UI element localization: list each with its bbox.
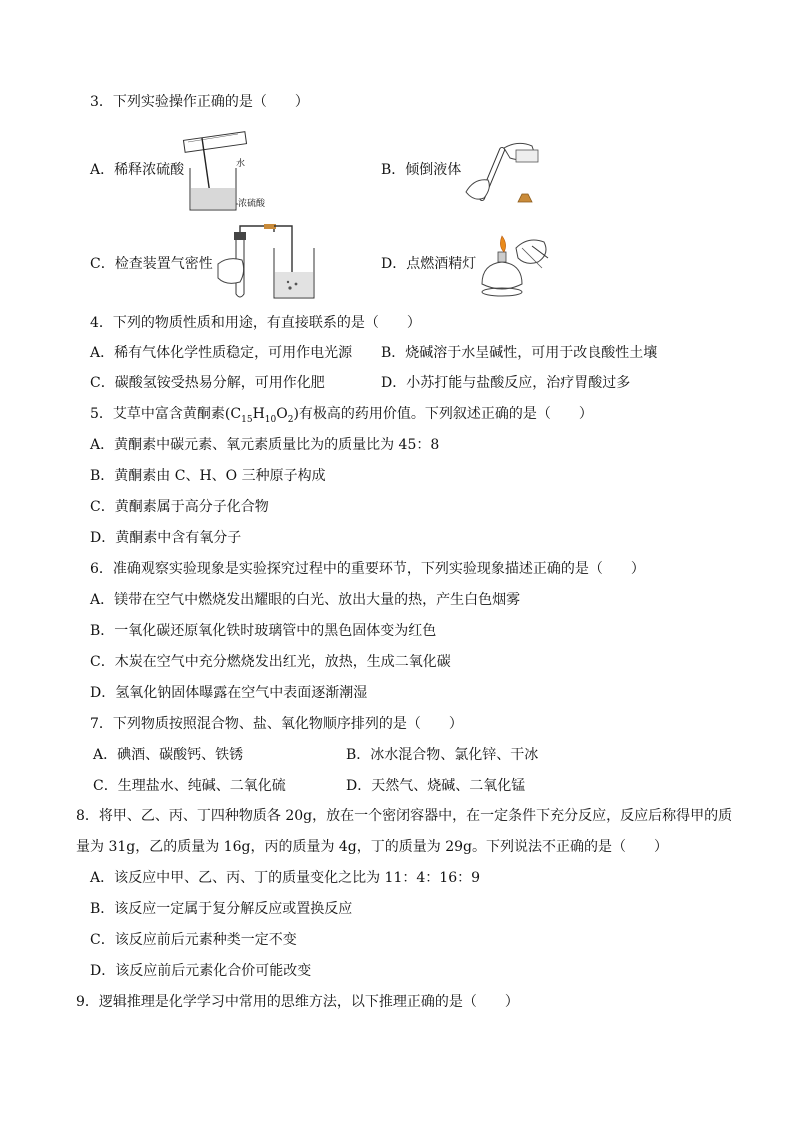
- q8-option-d: D．该反应前后元素化合价可能改变: [90, 963, 312, 979]
- q3-option-d: D．点燃酒精灯: [381, 256, 477, 272]
- water-label: 水: [236, 159, 246, 169]
- test-tube-pour-icon: [462, 128, 554, 208]
- question-6-stem: 6．准确观察实验现象是实验探究过程中的重要环节，下列实验现象描述正确的是（ ）: [90, 561, 645, 577]
- q3-option-a: A．稀释浓硫酸: [90, 162, 185, 178]
- q3-option-c: C．检查装置气密性: [90, 256, 213, 272]
- q6-option-b: B．一氧化碳还原氧化铁时玻璃管中的黑色固体变为红色: [90, 623, 437, 639]
- test-tube-beaker-icon: [210, 224, 318, 304]
- q4-option-b: B．烧碱溶于水呈碱性，可用于改良酸性土壤: [381, 345, 658, 361]
- sulfuric-acid-label: 浓硫酸: [238, 199, 266, 209]
- dilute-acid-illustration: [180, 128, 270, 216]
- q5-option-b: B．黄酮素由 C、H、O 三种原子构成: [90, 468, 326, 484]
- q8-option-c: C．该反应前后元素种类一定不变: [90, 932, 297, 948]
- question-8-stem-continued: 量为 31g，乙的质量为 16g，丙的质量为 4g，丁的质量为 29g。下列说法不正确的是（ ）: [76, 839, 668, 855]
- alcohol-lamp-illustration: [472, 228, 556, 304]
- q4-option-a: A．稀有气体化学性质稳定，可用作电光源: [90, 345, 353, 361]
- q4-option-c: C．碳酸氢铵受热易分解，可用作化肥: [90, 375, 325, 391]
- q7-option-c: C．生理盐水、纯碱、二氧化硫: [93, 778, 286, 794]
- question-7-stem: 7．下列物质按照混合物、盐、氧化物顺序排列的是（ ）: [90, 716, 463, 732]
- q8-option-b: B．该反应一定属于复分解反应或置换反应: [90, 901, 353, 917]
- q3-option-b: B．倾倒液体: [381, 162, 462, 178]
- pour-liquid-illustration: [462, 128, 554, 208]
- q7-option-a: A．碘酒、碳酸钙、铁锈: [93, 747, 244, 763]
- q5-option-c: C．黄酮素属于高分子化合物: [90, 499, 269, 515]
- q7-option-d: D．天然气、烧碱、二氧化锰: [346, 778, 526, 794]
- q5-option-a: A．黄酮素中碳元素、氧元素质量比为的质量比为 45：8: [90, 437, 440, 453]
- q4-option-d: D．小苏打能与盐酸反应，治疗胃酸过多: [381, 375, 631, 391]
- airtightness-check-illustration: [210, 224, 318, 304]
- q6-option-d: D．氢氧化钠固体曝露在空气中表面逐渐潮湿: [90, 685, 368, 701]
- q6-option-a: A．镁带在空气中燃烧发出耀眼的白光、放出大量的热，产生白色烟雾: [90, 592, 521, 608]
- question-3-stem: 3．下列实验操作正确的是（ ）: [90, 94, 309, 110]
- question-8-stem: 8．将甲、乙、丙、丁四种物质各 20g，放在一个密闭容器中，在一定条件下充分反应，反应后称得甲的质: [76, 808, 733, 824]
- q8-option-a: A．该反应中甲、乙、丙、丁的质量变化之比为 11：4：16：9: [90, 870, 481, 886]
- q7-option-b: B．冰水混合物、氯化锌、干冰: [346, 747, 539, 763]
- q5-option-d: D．黄酮素中含有氧分子: [90, 530, 242, 546]
- alcohol-lamp-icon: [472, 228, 556, 304]
- question-4-stem: 4．下列的物质性质和用途，有直接联系的是（ ）: [90, 315, 421, 331]
- q6-option-c: C．木炭在空气中充分燃烧发出红光，放热，生成二氧化碳: [90, 654, 451, 670]
- question-9-stem: 9．逻辑推理是化学学习中常用的思维方法，以下推理正确的是（ ）: [76, 994, 519, 1010]
- question-5-stem: 5．艾草中富含黄酮素$(C_{15}H_{10}O_2)$有极高的药用价值。下列叙述正确的是（ ）: [90, 406, 593, 425]
